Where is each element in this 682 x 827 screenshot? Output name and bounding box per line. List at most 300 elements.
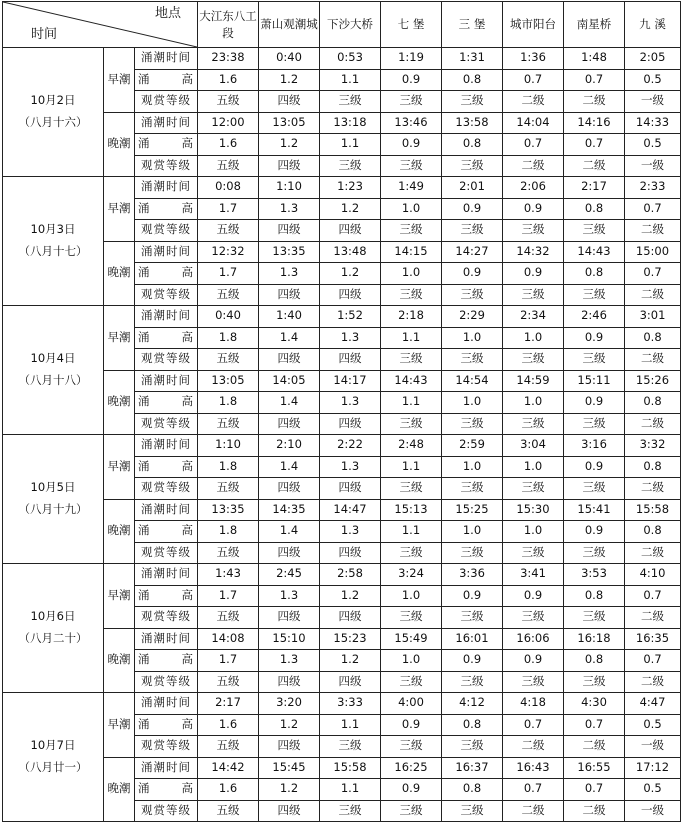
tide-time-value: 1:49: [381, 177, 442, 199]
tide-height-value: 1.4: [259, 392, 320, 414]
tide-height-value: 0.7: [564, 714, 625, 736]
viewing-grade-value: 四级: [320, 671, 381, 693]
tide-height-value: 1.4: [259, 456, 320, 478]
viewing-grade-value: 二级: [625, 671, 681, 693]
viewing-grade-value: 四级: [259, 349, 320, 371]
tide-time-value: 12:00: [198, 112, 259, 134]
tide-time-value: 14:33: [625, 112, 681, 134]
viewing-grade-value: 三级: [442, 800, 503, 822]
morning-tide-label: 早潮: [104, 306, 135, 371]
evening-tide-label: 晚潮: [104, 112, 135, 177]
tide-time-value: 3:33: [320, 693, 381, 715]
lunar-date: （八月十九）: [18, 502, 88, 516]
table-row: [3, 693, 681, 715]
tide-time-value: 4:12: [442, 693, 503, 715]
tide-time-value: 16:35: [625, 628, 681, 650]
viewing-grade-value: 三级: [320, 91, 381, 113]
table-row: [3, 757, 681, 779]
viewing-grade-value: 二级: [625, 607, 681, 629]
tide-height-value: 0.8: [625, 327, 681, 349]
tide-time-value: 16:55: [564, 757, 625, 779]
tide-height-value: 1.0: [381, 585, 442, 607]
evening-tide-label: 晚潮: [104, 757, 135, 822]
tide-height-value: 1.3: [259, 263, 320, 285]
viewing-grade-value: 三级: [442, 413, 503, 435]
tide-height-value: 0.7: [503, 714, 564, 736]
tide-height-value: 0.5: [625, 779, 681, 801]
tide-height-value: 1.7: [198, 650, 259, 672]
tide-time-value: 2:34: [503, 306, 564, 328]
viewing-grade-value: 二级: [625, 220, 681, 242]
row-label-tide-height: 涌 高: [135, 456, 198, 478]
viewing-grade-value: 三级: [320, 736, 381, 758]
tide-height-value: 1.6: [198, 779, 259, 801]
viewing-grade-value: 四级: [259, 607, 320, 629]
viewing-grade-value: 五级: [198, 91, 259, 113]
tide-height-value: 1.1: [381, 456, 442, 478]
row-label-tide-height: 涌 高: [135, 521, 198, 543]
tide-height-value: 0.9: [564, 327, 625, 349]
table-row: [3, 177, 681, 199]
viewing-grade-value: 三级: [503, 607, 564, 629]
row-label-tide-height: 涌 高: [135, 650, 198, 672]
solar-date: 10月2日: [30, 93, 76, 108]
viewing-grade-value: 三级: [564, 671, 625, 693]
tide-height-value: 0.8: [625, 521, 681, 543]
viewing-grade-value: 二级: [503, 155, 564, 177]
morning-tide-label: 早潮: [104, 693, 135, 758]
row-label-viewing-grade: 观赏等级: [135, 607, 198, 629]
location-header: 七 堡: [381, 2, 442, 48]
row-label-tide-time: 涌潮时间: [135, 177, 198, 199]
viewing-grade-value: 二级: [625, 542, 681, 564]
tide-time-value: 15:58: [320, 757, 381, 779]
tide-time-value: 1:19: [381, 48, 442, 70]
viewing-grade-value: 四级: [259, 478, 320, 500]
tide-time-value: 23:38: [198, 48, 259, 70]
row-label-tide-height: 涌 高: [135, 327, 198, 349]
tide-height-value: 1.2: [320, 263, 381, 285]
tide-height-value: 1.1: [320, 779, 381, 801]
viewing-grade-value: 三级: [320, 155, 381, 177]
tide-time-value: 2:33: [625, 177, 681, 199]
tide-height-value: 1.2: [259, 779, 320, 801]
row-label-tide-time: 涌潮时间: [135, 306, 198, 328]
date-cell: [3, 693, 104, 822]
viewing-grade-value: 一级: [625, 800, 681, 822]
tide-time-value: 13:05: [259, 112, 320, 134]
viewing-grade-value: 二级: [564, 91, 625, 113]
tide-height-value: 1.0: [503, 456, 564, 478]
tide-time-value: 14:17: [320, 370, 381, 392]
viewing-grade-value: 三级: [381, 800, 442, 822]
tide-height-value: 0.8: [442, 779, 503, 801]
tide-height-value: 1.2: [320, 650, 381, 672]
morning-tide-label: 早潮: [104, 177, 135, 242]
viewing-grade-value: 五级: [198, 349, 259, 371]
tide-height-value: 0.7: [564, 69, 625, 91]
viewing-grade-value: 三级: [503, 349, 564, 371]
header-corner-cell: [3, 2, 198, 48]
row-label-tide-time: 涌潮时间: [135, 499, 198, 521]
tide-height-value: 0.9: [564, 456, 625, 478]
viewing-grade-value: 四级: [320, 220, 381, 242]
tide-time-value: 3:16: [564, 435, 625, 457]
viewing-grade-value: 三级: [442, 542, 503, 564]
row-label-tide-height: 涌 高: [135, 714, 198, 736]
tide-time-value: 13:48: [320, 241, 381, 263]
evening-tide-label: 晚潮: [104, 628, 135, 693]
tide-time-value: 1:10: [259, 177, 320, 199]
tide-height-value: 1.8: [198, 392, 259, 414]
tide-height-value: 0.7: [625, 263, 681, 285]
tide-time-value: 14:15: [381, 241, 442, 263]
viewing-grade-value: 四级: [259, 155, 320, 177]
tide-height-value: 0.9: [442, 585, 503, 607]
tide-height-value: 1.3: [320, 392, 381, 414]
viewing-grade-value: 三级: [381, 607, 442, 629]
tide-time-value: 3:24: [381, 564, 442, 586]
tide-height-value: 0.9: [442, 263, 503, 285]
table-row: [3, 628, 681, 650]
tide-time-value: 2:18: [381, 306, 442, 328]
tide-time-value: 15:26: [625, 370, 681, 392]
viewing-grade-value: 三级: [381, 155, 442, 177]
tide-time-value: 2:29: [442, 306, 503, 328]
tide-time-value: 3:32: [625, 435, 681, 457]
viewing-grade-value: 三级: [442, 607, 503, 629]
tide-height-value: 0.9: [564, 521, 625, 543]
tide-time-value: 14:47: [320, 499, 381, 521]
tide-height-value: 1.0: [442, 327, 503, 349]
tide-height-value: 1.2: [259, 714, 320, 736]
tide-time-value: 2:01: [442, 177, 503, 199]
tide-height-value: 1.7: [198, 198, 259, 220]
tide-height-value: 1.3: [320, 521, 381, 543]
tide-time-value: 15:58: [625, 499, 681, 521]
tide-height-value: 0.7: [503, 134, 564, 156]
tide-time-value: 1:48: [564, 48, 625, 70]
tide-time-value: 0:08: [198, 177, 259, 199]
time-axis-label: 时间: [31, 27, 58, 43]
location-header: 大江东八工段: [198, 2, 259, 48]
tide-time-value: 13:35: [259, 241, 320, 263]
viewing-grade-value: 二级: [625, 284, 681, 306]
tide-height-value: 0.9: [442, 650, 503, 672]
date-cell: [3, 564, 104, 693]
lunar-date: （八月十七）: [18, 244, 88, 258]
tide-time-value: 14:43: [564, 241, 625, 263]
table-body: [3, 2, 681, 822]
location-header: 南星桥: [564, 2, 625, 48]
tide-height-value: 1.0: [442, 521, 503, 543]
tide-height-value: 0.7: [503, 69, 564, 91]
evening-tide-label: 晚潮: [104, 241, 135, 306]
tide-time-value: 0:40: [198, 306, 259, 328]
tide-height-value: 1.3: [259, 198, 320, 220]
viewing-grade-value: 五级: [198, 736, 259, 758]
viewing-grade-value: 四级: [320, 542, 381, 564]
viewing-grade-value: 五级: [198, 800, 259, 822]
tide-height-value: 1.7: [198, 585, 259, 607]
row-label-viewing-grade: 观赏等级: [135, 542, 198, 564]
tide-height-value: 1.0: [381, 198, 442, 220]
viewing-grade-value: 三级: [381, 478, 442, 500]
lunar-date: （八月二十）: [18, 631, 88, 645]
tide-height-value: 0.9: [503, 198, 564, 220]
tide-height-value: 0.8: [564, 263, 625, 285]
viewing-grade-value: 三级: [442, 671, 503, 693]
tide-time-value: 14:42: [198, 757, 259, 779]
tide-time-value: 13:05: [198, 370, 259, 392]
viewing-grade-value: 五级: [198, 542, 259, 564]
row-label-viewing-grade: 观赏等级: [135, 413, 198, 435]
tide-time-value: 14:05: [259, 370, 320, 392]
tide-time-value: 1:23: [320, 177, 381, 199]
tide-time-value: 15:10: [259, 628, 320, 650]
tide-height-value: 1.0: [381, 263, 442, 285]
header-row: [3, 2, 681, 48]
tide-time-value: 2:45: [259, 564, 320, 586]
tide-height-value: 0.9: [442, 198, 503, 220]
tide-height-value: 1.1: [320, 714, 381, 736]
tide-time-value: 16:43: [503, 757, 564, 779]
row-label-tide-height: 涌 高: [135, 585, 198, 607]
viewing-grade-value: 五级: [198, 220, 259, 242]
tide-time-value: 3:53: [564, 564, 625, 586]
tide-height-value: 0.7: [564, 134, 625, 156]
tide-height-value: 0.9: [503, 585, 564, 607]
tide-time-value: 14:16: [564, 112, 625, 134]
viewing-grade-value: 三级: [381, 542, 442, 564]
tide-time-value: 1:40: [259, 306, 320, 328]
tide-time-value: 13:58: [442, 112, 503, 134]
tide-time-value: 16:01: [442, 628, 503, 650]
tide-height-value: 0.9: [503, 650, 564, 672]
tide-time-value: 2:58: [320, 564, 381, 586]
viewing-grade-value: 四级: [259, 542, 320, 564]
viewing-grade-value: 二级: [625, 478, 681, 500]
viewing-grade-value: 一级: [625, 155, 681, 177]
tide-height-value: 0.9: [381, 779, 442, 801]
tide-height-value: 1.4: [259, 521, 320, 543]
viewing-grade-value: 三级: [503, 542, 564, 564]
tide-time-value: 14:59: [503, 370, 564, 392]
tide-time-value: 16:06: [503, 628, 564, 650]
tide-height-value: 0.9: [381, 69, 442, 91]
tide-time-value: 4:00: [381, 693, 442, 715]
viewing-grade-value: 三级: [442, 284, 503, 306]
location-header: 九 溪: [625, 2, 681, 48]
viewing-grade-value: 三级: [381, 413, 442, 435]
tide-time-value: 1:10: [198, 435, 259, 457]
tide-time-value: 1:31: [442, 48, 503, 70]
tide-height-value: 0.7: [625, 198, 681, 220]
tide-height-value: 1.1: [381, 327, 442, 349]
viewing-grade-value: 四级: [320, 284, 381, 306]
viewing-grade-value: 三级: [381, 671, 442, 693]
tide-height-value: 1.7: [198, 263, 259, 285]
viewing-grade-value: 四级: [320, 478, 381, 500]
tide-time-value: 12:32: [198, 241, 259, 263]
tide-height-value: 0.8: [625, 456, 681, 478]
date-cell: [3, 435, 104, 564]
viewing-grade-value: 三级: [564, 478, 625, 500]
tide-time-value: 14:43: [381, 370, 442, 392]
tide-height-value: 1.1: [320, 134, 381, 156]
viewing-grade-value: 四级: [320, 349, 381, 371]
viewing-grade-value: 三级: [442, 220, 503, 242]
tide-height-value: 0.7: [503, 779, 564, 801]
tide-height-value: 1.3: [320, 456, 381, 478]
location-axis-label: 地点: [154, 6, 181, 21]
location-header: 下沙大桥: [320, 2, 381, 48]
viewing-grade-value: 四级: [259, 220, 320, 242]
evening-tide-label: 晚潮: [104, 370, 135, 435]
row-label-tide-time: 涌潮时间: [135, 241, 198, 263]
location-header: 城市阳台: [503, 2, 564, 48]
tide-height-value: 1.8: [198, 521, 259, 543]
viewing-grade-value: 三级: [442, 478, 503, 500]
tide-time-value: 2:46: [564, 306, 625, 328]
viewing-grade-value: 一级: [625, 91, 681, 113]
tide-height-value: 1.6: [198, 714, 259, 736]
viewing-grade-value: 一级: [625, 736, 681, 758]
tide-time-value: 2:17: [198, 693, 259, 715]
tide-height-value: 1.0: [381, 650, 442, 672]
tide-time-value: 2:05: [625, 48, 681, 70]
tide-height-value: 0.8: [564, 650, 625, 672]
viewing-grade-value: 三级: [503, 478, 564, 500]
row-label-tide-height: 涌 高: [135, 392, 198, 414]
tide-height-value: 1.0: [442, 456, 503, 478]
tide-time-value: 13:18: [320, 112, 381, 134]
viewing-grade-value: 二级: [564, 800, 625, 822]
tide-time-value: 3:20: [259, 693, 320, 715]
tide-time-value: 14:04: [503, 112, 564, 134]
lunar-date: （八月十六）: [18, 115, 88, 129]
tide-height-value: 1.0: [503, 521, 564, 543]
viewing-grade-value: 二级: [564, 155, 625, 177]
tide-height-value: 0.7: [564, 779, 625, 801]
tide-height-value: 1.3: [259, 585, 320, 607]
viewing-grade-value: 三级: [381, 220, 442, 242]
row-label-viewing-grade: 观赏等级: [135, 478, 198, 500]
viewing-grade-value: 五级: [198, 478, 259, 500]
row-label-viewing-grade: 观赏等级: [135, 736, 198, 758]
viewing-grade-value: 五级: [198, 671, 259, 693]
tide-time-value: 16:37: [442, 757, 503, 779]
viewing-grade-value: 三级: [503, 413, 564, 435]
tide-time-value: 15:45: [259, 757, 320, 779]
morning-tide-label: 早潮: [104, 435, 135, 500]
tide-time-value: 1:52: [320, 306, 381, 328]
viewing-grade-value: 三级: [442, 155, 503, 177]
tide-time-value: 2:06: [503, 177, 564, 199]
tide-time-value: 4:10: [625, 564, 681, 586]
tide-time-value: 14:27: [442, 241, 503, 263]
tide-time-value: 16:18: [564, 628, 625, 650]
tide-time-value: 2:59: [442, 435, 503, 457]
viewing-grade-value: 五级: [198, 155, 259, 177]
tide-height-value: 0.9: [381, 714, 442, 736]
table-row: [3, 306, 681, 328]
location-header: 三 堡: [442, 2, 503, 48]
table-row: [3, 241, 681, 263]
tide-height-value: 0.8: [442, 714, 503, 736]
viewing-grade-value: 三级: [442, 349, 503, 371]
tide-time-value: 14:54: [442, 370, 503, 392]
evening-tide-label: 晚潮: [104, 499, 135, 564]
tide-height-value: 0.8: [564, 198, 625, 220]
lunar-date: （八月十八）: [18, 373, 88, 387]
morning-tide-label: 早潮: [104, 48, 135, 113]
viewing-grade-value: 四级: [259, 413, 320, 435]
row-label-tide-height: 涌 高: [135, 69, 198, 91]
tide-height-value: 1.3: [259, 650, 320, 672]
tide-time-value: 2:48: [381, 435, 442, 457]
tide-time-value: 2:10: [259, 435, 320, 457]
tide-time-value: 15:30: [503, 499, 564, 521]
tide-time-value: 3:04: [503, 435, 564, 457]
row-label-tide-time: 涌潮时间: [135, 435, 198, 457]
table-row: [3, 370, 681, 392]
lunar-date: （八月廿一）: [18, 760, 88, 774]
tide-time-value: 14:32: [503, 241, 564, 263]
tide-time-value: 15:13: [381, 499, 442, 521]
viewing-grade-value: 三级: [442, 91, 503, 113]
tide-time-value: 13:35: [198, 499, 259, 521]
tide-time-value: 3:41: [503, 564, 564, 586]
viewing-grade-value: 三级: [503, 671, 564, 693]
solar-date: 10月6日: [30, 609, 76, 624]
tide-height-value: 1.2: [259, 69, 320, 91]
tide-height-value: 1.6: [198, 69, 259, 91]
tide-height-value: 1.3: [320, 327, 381, 349]
tide-time-value: 15:49: [381, 628, 442, 650]
tide-height-value: 0.9: [503, 263, 564, 285]
row-label-tide-time: 涌潮时间: [135, 564, 198, 586]
viewing-grade-value: 三级: [564, 349, 625, 371]
date-cell: [3, 48, 104, 177]
row-label-viewing-grade: 观赏等级: [135, 349, 198, 371]
viewing-grade-value: 五级: [198, 607, 259, 629]
tide-height-value: 0.7: [625, 650, 681, 672]
tide-height-value: 0.8: [625, 392, 681, 414]
tide-height-value: 1.2: [320, 585, 381, 607]
table-row: [3, 564, 681, 586]
row-label-tide-height: 涌 高: [135, 198, 198, 220]
solar-date: 10月5日: [30, 480, 76, 495]
viewing-grade-value: 二级: [503, 736, 564, 758]
tide-time-value: 15:41: [564, 499, 625, 521]
tide-time-value: 1:36: [503, 48, 564, 70]
table-row: [3, 499, 681, 521]
tide-height-value: 1.1: [320, 69, 381, 91]
tide-height-value: 0.5: [625, 69, 681, 91]
tide-height-value: 0.9: [381, 134, 442, 156]
tide-height-value: 1.0: [503, 327, 564, 349]
viewing-grade-value: 二级: [625, 413, 681, 435]
viewing-grade-value: 四级: [259, 800, 320, 822]
viewing-grade-value: 四级: [259, 736, 320, 758]
table-row: [3, 435, 681, 457]
viewing-grade-value: 三级: [564, 542, 625, 564]
tide-schedule-table: [2, 1, 681, 822]
solar-date: 10月3日: [30, 222, 76, 237]
tide-time-value: 3:36: [442, 564, 503, 586]
tide-time-value: 4:47: [625, 693, 681, 715]
